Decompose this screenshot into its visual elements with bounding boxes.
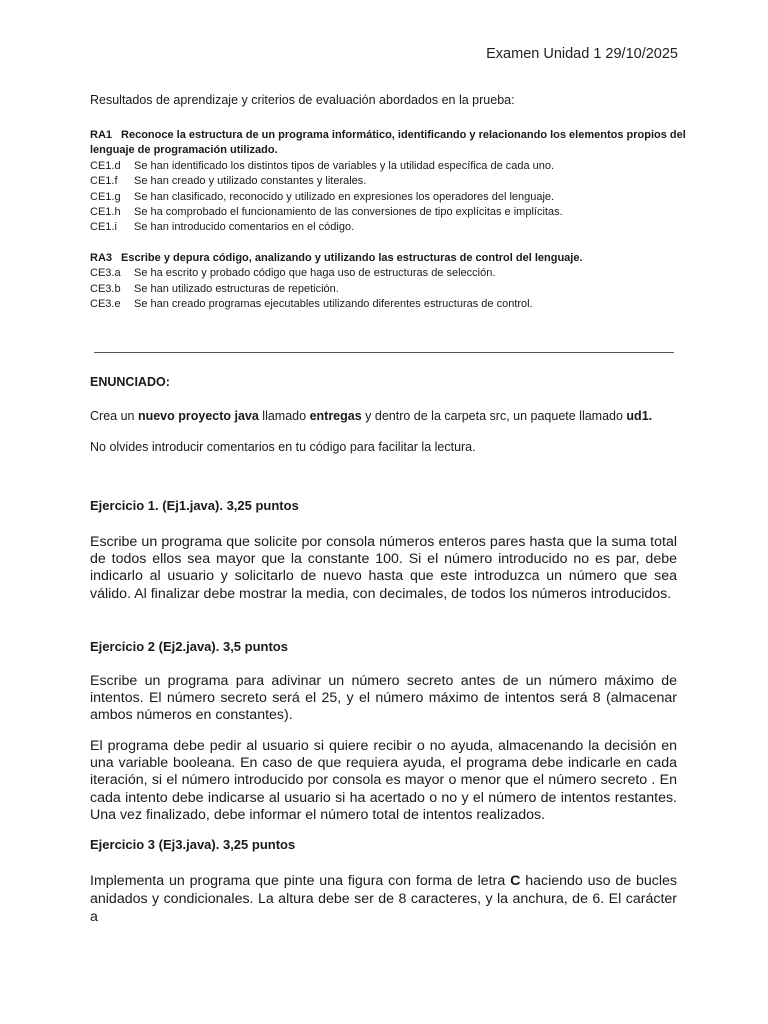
intro-text: Resultados de aprendizaje y criterios de evaluación abordados en la prueba: <box>90 93 515 107</box>
ra1-title <box>90 128 690 159</box>
ra1-title-text: Reconoce la estructura de un programa informático, identificando y relacionando los elementos propios del lenguaje de programación utilizado. <box>90 129 686 157</box>
criterion-item <box>90 282 690 297</box>
criterion-code: CE1.i <box>90 221 117 234</box>
text-run: haciendo uso de bucles anidados y condicionales. La altura debe ser de 8 caracteres, y la anchura, de 6. El carácter a <box>90 873 677 925</box>
exercise-2-text-1: Escribe un programa para adivinar un número secreto antes de un número máximo de intentos. El número secreto será el 25, y el número máximo de intentos será 8 (almacenar ambos números en constantes). <box>90 673 677 724</box>
criterion-text: Se ha escrito y probado código que haga uso de estructuras de selección. <box>134 267 496 280</box>
criterion-text: Se han creado y utilizado constantes y literales. <box>134 175 367 188</box>
criterion-text: Se han clasificado, reconocido y utilizado en expresiones los operadores del lenguaje. <box>134 190 555 203</box>
exercise-1-text: Escribe un programa que solicite por consola números enteros pares hasta que la suma total de todos ellos sea mayor que la constante 100. Si el número introducido no es par, debe indicarlo al usuario y solicitarlo de nuevo hasta que este introduzca un número que sea válido. Al finalizar debe mostrar la media, con decimales, de todos los números introducidos. <box>90 534 677 602</box>
criterion-code: CE3.b <box>90 282 121 295</box>
text-run-bold: entregas <box>309 409 362 423</box>
criterion-text: Se han creado programas ejecutables utilizando diferentes estructuras de control. <box>134 298 533 311</box>
criterion-code: CE3.a <box>90 267 121 280</box>
criterion-code: CE1.f <box>90 175 118 188</box>
text-run-bold: ud1. <box>626 409 653 423</box>
exercise-2-title: Ejercicio 2 (Ej2.java). 3,5 puntos <box>90 639 288 654</box>
ra1-code: RA1 <box>90 129 113 141</box>
exercise-3-title: Ejercicio 3 (Ej3.java). 3,25 puntos <box>90 837 296 852</box>
text-run: Implementa un programa que pinte una figura con forma de letra <box>90 873 511 889</box>
criterion-code: CE1.g <box>90 190 121 203</box>
ra3-title-text: Escribe y depura código, analizando y utilizando las estructuras de control del lenguaje. <box>121 252 583 264</box>
criterion-code: CE3.e <box>90 298 121 311</box>
criterion-item <box>90 205 690 220</box>
enunciado-paragraph-1 <box>90 409 652 423</box>
text-run: y dentro de la carpeta src, un paquete llamado <box>361 409 627 423</box>
text-run: Crea un <box>90 409 138 423</box>
criterion-item <box>90 266 690 281</box>
section-divider <box>94 352 674 353</box>
criterion-code: CE1.d <box>90 159 121 172</box>
text-run: llamado <box>258 409 310 423</box>
exercise-2-text-2: El programa debe pedir al usuario si quiere recibir o no ayuda, almacenando la decisión en una variable booleana. En caso de que requiera ayuda, el programa debe indicarle en cada iteración, si el número introducido por consola es mayor o menor que el número secreto . En cada intento debe indicarse al usuario si ha acertado o no y el número de intentos restantes. Una vez finalizado, debe informar el número total de intentos realizados. <box>90 738 677 823</box>
criterion-item <box>90 174 690 189</box>
enunciado-paragraph-2: No olvides introducir comentarios en tu código para facilitar la lectura. <box>90 440 476 454</box>
ra1-block <box>90 128 690 236</box>
exercise-3-text <box>90 872 677 926</box>
enunciado-title: ENUNCIADO: <box>90 375 170 389</box>
criterion-code: CE1.h <box>90 206 121 219</box>
exercise-1-title: Ejercicio 1. (Ej1.java). 3,25 puntos <box>90 498 299 513</box>
criterion-text: Se han introducido comentarios en el código. <box>134 221 355 234</box>
criterion-item <box>90 220 690 235</box>
criterion-text: Se han utilizado estructuras de repetición. <box>134 282 339 295</box>
criterion-item <box>90 159 690 174</box>
text-run-bold: nuevo proyecto java <box>137 409 259 423</box>
ra3-block <box>90 251 690 313</box>
exam-header: Examen Unidad 1 29/10/2025 <box>486 46 678 62</box>
criterion-item <box>90 190 690 205</box>
criterion-text: Se han identificado los distintos tipos de variables y la utilidad específica de cada uno. <box>134 159 555 172</box>
criterion-text: Se ha comprobado el funcionamiento de las conversiones de tipo explícitas e implícitas. <box>134 206 563 219</box>
ra3-title <box>90 251 690 266</box>
letter-c: C <box>510 873 521 889</box>
criterion-item <box>90 297 690 312</box>
ra3-code: RA3 <box>90 252 113 264</box>
